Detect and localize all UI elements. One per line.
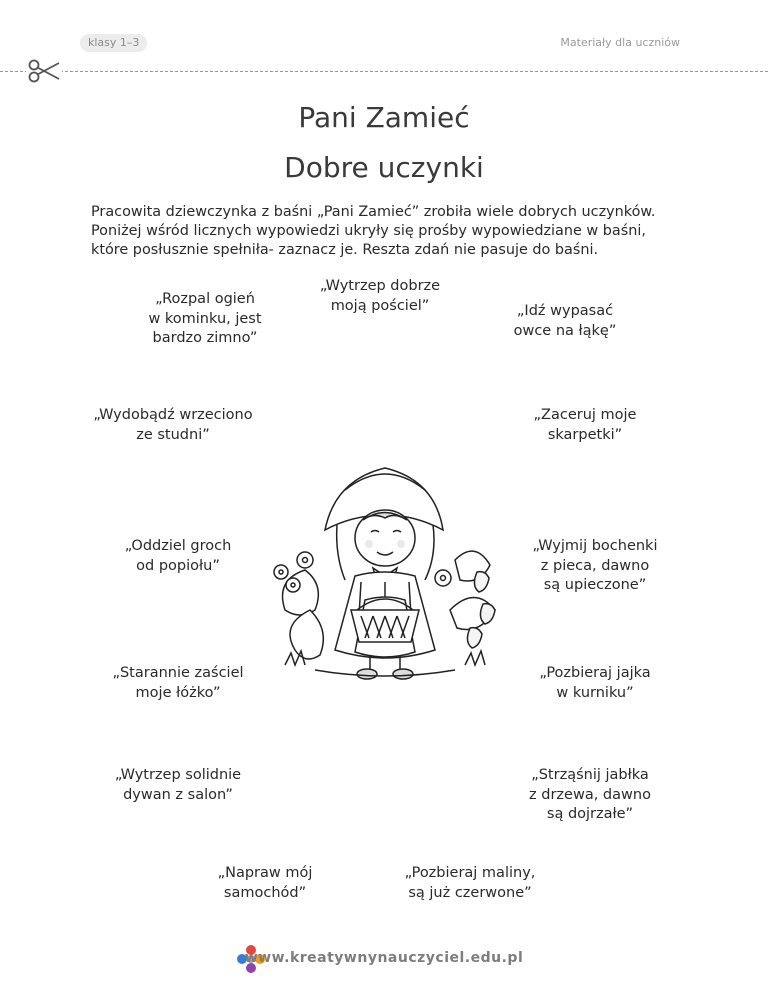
statement-12[interactable]: „Napraw mój samochód” xyxy=(217,865,313,901)
statement-7[interactable]: „Wyjmij bochenki z pieca, dawno są upieczone” xyxy=(532,538,658,593)
statement-10[interactable]: „Wytrzep solidnie dywan z salon” xyxy=(114,767,242,803)
girl-with-basket-illustration xyxy=(265,460,505,685)
grade-badge: klasy 1–3 xyxy=(80,34,147,52)
page-subtitle: Dobre uczynki xyxy=(284,151,484,184)
cut-line xyxy=(0,71,768,72)
statement-9[interactable]: „Pozbieraj jajka w kurniku” xyxy=(539,665,651,701)
instructions-paragraph: Pracowita dziewczynka z baśni „Pani Zamieć” zrobiła wiele dobrych uczynków. Poniżej wśród licznych wypowiedzi ukryły się prośby wypowiedziane w baśni, które posłusznie spełniła- zaznacz je. Reszta zdań nie pasuje do baśni. xyxy=(91,204,656,258)
statement-8[interactable]: „Starannie zaściel moje łóżko” xyxy=(112,665,244,701)
website-url[interactable]: www.kreatywnynauczyciel.edu.pl xyxy=(244,950,524,966)
page-title: Pani Zamieć xyxy=(298,101,470,134)
statement-1[interactable]: „Rozpal ogień w kominku, jest bardzo zimno” xyxy=(148,291,262,346)
scissors-icon xyxy=(26,58,62,84)
statement-13[interactable]: „Pozbieraj maliny, są już czerwone” xyxy=(404,865,536,901)
statement-11[interactable]: „Strząśnij jabłka z drzewa, dawno są dojrzałe” xyxy=(529,767,651,822)
section-label: Materiały dla uczniów xyxy=(560,36,680,49)
statement-5[interactable]: „Zaceruj moje skarpetki” xyxy=(533,407,637,443)
statement-4[interactable]: „Wydobądź wrzeciono ze studni” xyxy=(93,407,253,443)
statement-3[interactable]: „Idź wypasać owce na łąkę” xyxy=(513,303,617,339)
statement-2[interactable]: „Wytrzep dobrze moją pościel” xyxy=(319,278,441,314)
statement-6[interactable]: „Oddziel groch od popiołu” xyxy=(124,538,232,574)
